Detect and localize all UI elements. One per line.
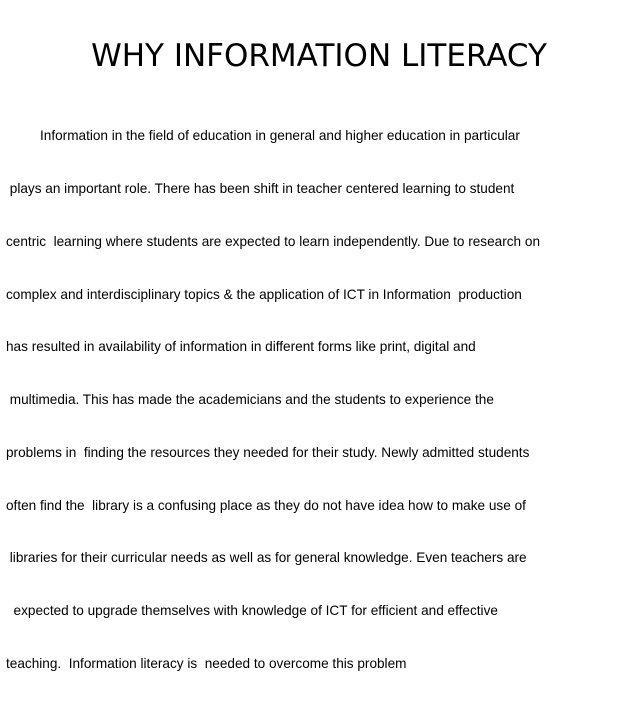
body-line: expected to upgrade themselves with knowledge of ICT for efficient and effective	[6, 603, 498, 619]
slide-body-text	[6, 92, 636, 708]
body-line: problems in finding the resources they needed for their study. Newly admitted students	[6, 444, 530, 460]
body-line: multimedia. This has made the academicians and the students to experience the	[6, 392, 494, 408]
body-line: centric learning where students are expected to learn independently. Due to research on	[6, 233, 541, 249]
body-line: Information in the field of education in general and higher education in particular	[6, 128, 520, 144]
body-line: often find the library is a confusing place as they do not have idea how to make use of	[6, 497, 526, 513]
body-line: has resulted in availability of information in different forms like print, digital and	[6, 339, 476, 355]
body-line: libraries for their curricular needs as well as for general knowledge. Even teachers are	[6, 550, 527, 566]
slide-title: WHY INFORMATION LITERACY	[91, 38, 547, 74]
body-line: complex and interdisciplinary topics & the application of ICT in Information production	[6, 286, 522, 302]
body-line: teaching. Information literacy is needed to overcome this problem	[6, 656, 407, 671]
body-line: plays an important role. There has been shift in teacher centered learning to student	[6, 180, 515, 196]
